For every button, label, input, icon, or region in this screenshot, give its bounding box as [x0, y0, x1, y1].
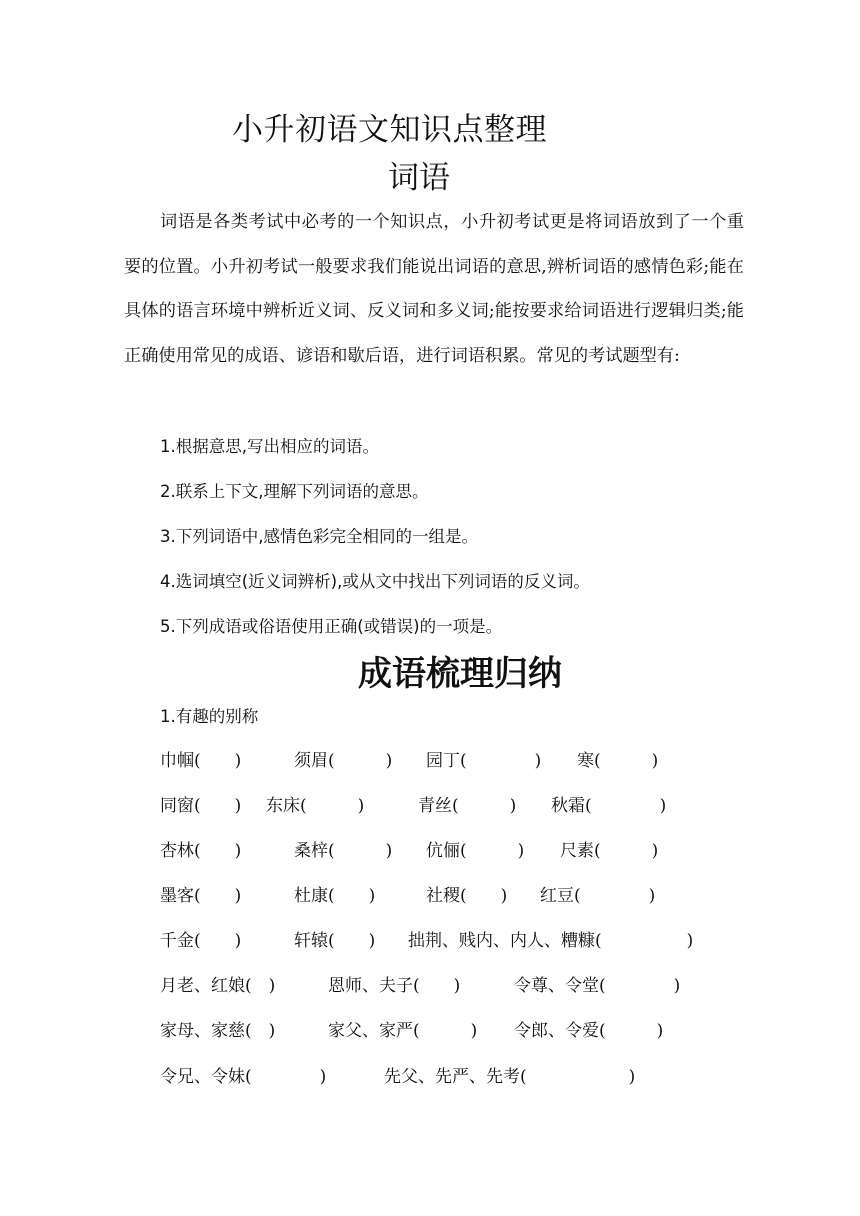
alias-fill-item: 千金( )	[160, 931, 242, 951]
alias-fill-item: 拙荆、贱内、内人、糟糠( )	[408, 931, 694, 951]
question-type-item: 2.联系上下文,理解下列词语的意思。	[160, 482, 429, 501]
alias-fill-item: 杏林( )	[160, 841, 242, 861]
alias-fill-item: 家母、家慈( )	[160, 1021, 276, 1041]
page-subtitle: 词语	[388, 160, 450, 196]
alias-row	[0, 926, 860, 954]
alias-fill-item: 红豆( )	[540, 886, 656, 906]
alias-row	[0, 791, 860, 819]
question-type-item: 3.下列词语中,感情色彩完全相同的一组是。	[160, 527, 478, 546]
alias-fill-item: 令尊、令堂( )	[514, 976, 681, 996]
alias-fill-item: 园丁( )	[426, 751, 542, 771]
alias-fill-item: 青丝( )	[418, 796, 517, 816]
alias-fill-item: 月老、红娘( )	[160, 976, 276, 996]
alias-row	[0, 1016, 860, 1044]
alias-fill-item: 巾帼( )	[160, 751, 242, 771]
alias-row	[0, 1062, 860, 1090]
question-type-item: 5.下列成语或俗语使用正确(或错误)的一项是。	[160, 617, 503, 636]
alias-fill-item: 杜康( )	[294, 886, 376, 906]
question-type-item: 4.选词填空(近义词辨析),或从文中找出下列词语的反义词。	[160, 572, 590, 591]
alias-fill-item: 社稷( )	[426, 886, 508, 906]
alias-fill-item: 令郎、令爱( )	[514, 1021, 664, 1041]
question-type-item: 1.根据意思,写出相应的词语。	[160, 437, 379, 456]
alias-fill-item: 东床( )	[266, 796, 365, 816]
alias-fill-item: 尺素( )	[560, 841, 659, 861]
section-title: 成语梳理归纳	[358, 654, 562, 694]
section-subheading: 1.有趣的别称	[160, 707, 259, 726]
intro-paragraph: 词语是各类考试中必考的一个知识点，小升初考试更是将词语放到了一个重要的位置。小升初考试一般要求我们能说出词语的意思,辨析词语的感情色彩;能在具体的语言环境中辨析近义词、反义词和多义词;能按要求给词语进行逻辑归类;能正确使用常见的成语、谚语和歇后语，进行词语积累。常见的考试题型有:	[124, 212, 744, 366]
alias-fill-item: 寒( )	[577, 751, 659, 771]
alias-fill-item: 先父、先严、先考( )	[384, 1067, 636, 1087]
alias-fill-item: 须眉( )	[294, 751, 393, 771]
alias-row	[0, 746, 860, 774]
alias-fill-item: 同窗( )	[160, 796, 242, 816]
alias-fill-item: 秋霜( )	[551, 796, 667, 816]
alias-row	[0, 971, 860, 999]
alias-fill-item: 令兄、令妹( )	[160, 1067, 327, 1087]
alias-fill-item: 伉俪( )	[426, 841, 525, 861]
alias-fill-item: 墨客( )	[160, 886, 242, 906]
alias-row	[0, 881, 860, 909]
alias-fill-item: 恩师、夫子( )	[328, 976, 461, 996]
alias-fill-item: 桑梓( )	[294, 841, 393, 861]
alias-fill-item: 家父、家严( )	[328, 1021, 478, 1041]
alias-fill-item: 轩辕( )	[294, 931, 376, 951]
alias-row	[0, 836, 860, 864]
page-title: 小升初语文知识点整理	[232, 112, 547, 148]
